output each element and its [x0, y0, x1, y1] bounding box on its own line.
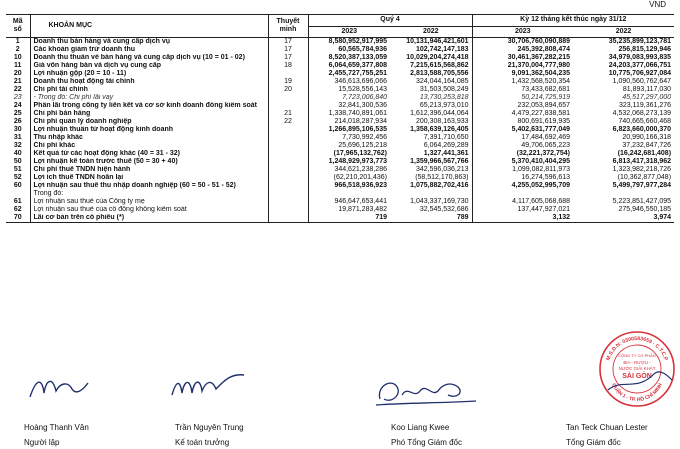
- signatory-name: Trần Nguyên Trung: [175, 423, 244, 432]
- table-cell: 344,621,238,286: [308, 166, 390, 174]
- table-cell: 5,402,631,777,049: [472, 126, 573, 134]
- table-cell: 21: [13, 78, 22, 85]
- table-cell: Chi phí bán hàng: [30, 110, 268, 118]
- table-cell: 789: [456, 214, 469, 221]
- table-row: [6, 94, 674, 102]
- table-cell: 102,742,147,183: [415, 46, 469, 53]
- table-cell: 7,215,615,568,862: [410, 62, 469, 69]
- table-cell: 20,990,166,318: [622, 134, 672, 141]
- signature-hoang-thanh-van: [24, 369, 94, 405]
- table-cell: 1,358,639,126,405: [410, 126, 469, 133]
- table-cell: 37,232,847,726: [622, 142, 672, 149]
- table-row: [6, 126, 674, 134]
- table-cell: Doanh thu thuần về bán hàng và cung cấp dịch vụ (10 = 01 - 02): [30, 54, 268, 62]
- table-cell: 1,043,337,169,730: [410, 198, 469, 205]
- table-row: [6, 118, 674, 126]
- table-cell: Chi phí quản lý doanh nghiệp: [30, 118, 268, 126]
- table-cell: 62: [13, 206, 22, 213]
- table-cell: 10: [13, 54, 22, 61]
- table-cell: 1,323,982,218,726: [612, 166, 672, 173]
- table-row: [6, 46, 674, 54]
- table-row: [6, 110, 674, 118]
- table-cell: 35,235,899,123,781: [608, 38, 672, 45]
- table-body: [6, 38, 674, 223]
- table-cell: 61: [13, 198, 22, 205]
- table-row: [6, 174, 674, 182]
- signatory-name: Koo Liang Kwee: [391, 423, 450, 432]
- table-cell: 17: [268, 38, 308, 47]
- table-cell: Lợi nhuận kế toán trước thuế (50 = 30 + 40): [30, 158, 268, 166]
- table-cell: 214,018,287,934: [308, 118, 390, 126]
- table-row: [6, 206, 674, 214]
- table-cell: Kết quả từ các hoạt động khác (40 = 31 - 32): [30, 150, 268, 158]
- table-cell: 1,338,740,891,061: [308, 110, 390, 118]
- table-cell: 10,131,946,421,601: [406, 38, 469, 45]
- table-cell: [6, 190, 30, 198]
- table-cell: [268, 206, 308, 214]
- table-cell: 1,327,441,361: [423, 150, 469, 157]
- table-cell: 232,053,894,657: [472, 102, 573, 110]
- table-row: [6, 70, 674, 78]
- seal-line-2: NƯỚC GIẢI KHÁT: [618, 366, 656, 371]
- table-cell: Chi phí tài chính: [30, 86, 268, 94]
- table-row: [6, 158, 674, 166]
- header-q-2023: 2023: [308, 26, 390, 38]
- table-cell: (10,362,877,048): [617, 174, 672, 181]
- header-period: Kỳ 12 tháng kết thúc ngày 31/12: [472, 15, 674, 27]
- table-cell: 740,665,660,468: [618, 118, 672, 125]
- table-cell: 60: [13, 182, 22, 189]
- table-cell: [268, 214, 308, 223]
- table-cell: 32,545,532,686: [419, 206, 469, 213]
- seal-line-1: BIA - RƯỢU -: [623, 360, 651, 365]
- header-y-2022: 2022: [573, 26, 674, 38]
- table-cell: 23: [13, 94, 22, 101]
- table-cell: 200,308,163,933: [415, 118, 469, 125]
- table-cell: 19,871,283,482: [308, 206, 390, 214]
- table-cell: Lợi ích thuế TNDN hoãn lại: [30, 174, 268, 182]
- table-cell: 6,813,417,318,962: [612, 158, 672, 165]
- table-row: [6, 214, 674, 223]
- table-cell: 25,696,125,218: [308, 142, 390, 150]
- table-cell: 17: [268, 54, 308, 62]
- table-cell: 7,391,710,650: [423, 134, 469, 141]
- table-cell: 65,213,973,010: [419, 102, 469, 109]
- table-cell: 30,706,760,090,889: [472, 38, 573, 47]
- signature-tran-nguyen-trung: [168, 367, 250, 403]
- header-item: KHOẢN MỤC: [30, 15, 268, 38]
- table-cell: 4,255,052,995,709: [472, 182, 573, 190]
- signatory-role: Phó Tổng Giám đốc: [391, 438, 463, 447]
- table-cell: 2,455,727,755,251: [308, 70, 390, 78]
- table-cell: [573, 190, 674, 198]
- table-cell: 719: [308, 214, 390, 223]
- table-cell: Lợi nhuận sau thuế thu nhập doanh nghiệp (60 = 50 - 51 - 52): [30, 182, 268, 190]
- currency-label: VND: [649, 0, 666, 9]
- table-cell: 946,647,653,441: [308, 198, 390, 206]
- table-cell: Trong đó:: [30, 190, 268, 198]
- table-cell: 18: [268, 62, 308, 70]
- table-cell: [268, 198, 308, 206]
- table-cell: [268, 166, 308, 174]
- table-cell: 21,370,004,777,980: [472, 62, 573, 70]
- table-cell: 1,359,966,567,766: [410, 158, 469, 165]
- table-cell: 45,517,297,000: [622, 94, 672, 101]
- table-cell: 5,223,851,427,095: [612, 198, 672, 205]
- table-cell: [268, 126, 308, 134]
- header-code: Mã số: [6, 15, 30, 38]
- header-y-2023: 2023: [472, 26, 573, 38]
- table-cell: Giá vốn hàng bán và dịch vụ cung cấp: [30, 62, 268, 70]
- table-cell: 8,520,387,133,059: [308, 54, 390, 62]
- table-cell: 52: [13, 174, 22, 181]
- signatory-3: [391, 423, 462, 447]
- signatory-2: [175, 423, 244, 447]
- table-cell: (62,210,201,436): [308, 174, 390, 182]
- table-cell: 342,596,036,213: [415, 166, 469, 173]
- table-cell: [472, 190, 573, 198]
- table-cell: [268, 150, 308, 158]
- table-cell: 4,117,605,068,688: [472, 198, 573, 206]
- signatory-name: Hoàng Thanh Vân: [24, 423, 89, 432]
- table-cell: [268, 142, 308, 150]
- seal-bottom-text: QUẬN 1 - TP. HỒ CHÍ MINH: [610, 382, 664, 404]
- table-cell: (17,965,132,762): [308, 150, 390, 158]
- table-cell: Thu nhập khác: [30, 134, 268, 142]
- seal-ring-text: M.S.D.N: 0300583659 - C.T.C.P: [605, 335, 669, 362]
- company-seal: [598, 330, 676, 408]
- table-cell: 73,433,682,681: [472, 86, 573, 94]
- table-cell: 256,815,129,946: [618, 46, 672, 53]
- table-cell: [268, 134, 308, 142]
- table-row: [6, 62, 674, 70]
- table-cell: 25: [13, 110, 22, 117]
- table-cell: Doanh thu bán hàng và cung cấp dịch vụ: [30, 38, 268, 47]
- table-cell: 32: [13, 142, 22, 149]
- table-cell: 6,064,659,377,808: [308, 62, 390, 70]
- header-quarter: Quý 4: [308, 15, 472, 27]
- table-cell: 4,532,068,273,139: [612, 110, 672, 117]
- table-cell: 31,503,508,249: [419, 86, 469, 93]
- table-cell: [268, 182, 308, 190]
- header-note: Thuyết minh: [268, 15, 308, 38]
- table-cell: 40: [13, 150, 22, 157]
- table-cell: 1,248,929,973,773: [308, 158, 390, 166]
- table-cell: 51: [13, 166, 22, 173]
- table-cell: 4,479,227,838,581: [472, 110, 573, 118]
- table-row: [6, 78, 674, 86]
- table-cell: [268, 158, 308, 166]
- table-cell: 6,064,269,289: [423, 142, 469, 149]
- table-cell: Lợi nhuận gộp (20 = 10 - 11): [30, 70, 268, 78]
- table-cell: - Trong đó: Chi phí lãi vay: [30, 94, 268, 102]
- seal-line-3: SÀI GÒN: [622, 373, 652, 380]
- signatory-name: Tan Teck Chuan Lester: [566, 423, 648, 432]
- table-cell: 30: [13, 126, 22, 133]
- table-cell: (16,242,681,408): [617, 150, 672, 157]
- table-cell: 22: [13, 86, 22, 93]
- table-cell: 1,099,082,811,973: [472, 166, 573, 174]
- table-cell: (58,512,170,863): [415, 174, 469, 181]
- table-cell: 49,706,065,223: [472, 142, 573, 150]
- table-cell: [268, 102, 308, 110]
- table-row: [6, 38, 674, 47]
- table-cell: Chi phí thuế TNDN hiện hành: [30, 166, 268, 174]
- table-cell: 7,723,006,840: [308, 94, 390, 102]
- table-row: [6, 166, 674, 174]
- table-cell: 15,528,556,143: [308, 86, 390, 94]
- table-cell: 13,730,253,818: [419, 94, 469, 101]
- table-cell: 17,484,692,469: [472, 134, 573, 142]
- table-cell: Doanh thu hoạt động tài chính: [30, 78, 268, 86]
- table-cell: 966,518,936,923: [308, 182, 390, 190]
- table-cell: [268, 70, 308, 78]
- table-cell: 5,499,797,977,284: [612, 182, 672, 189]
- table-row: [6, 190, 674, 198]
- signatory-4: [566, 423, 648, 447]
- table-cell: [268, 174, 308, 182]
- table-cell: Phần lãi trong công ty liên kết và cơ sở kinh doanh đồng kiểm soát: [30, 102, 268, 110]
- table-cell: 10,029,204,274,418: [406, 54, 469, 61]
- table-cell: 323,119,361,276: [618, 102, 672, 109]
- signature-area: [0, 365, 680, 449]
- table-cell: 5,370,410,404,295: [472, 158, 573, 166]
- table-cell: 1,090,560,762,647: [612, 78, 672, 85]
- table-cell: 1,432,568,520,354: [472, 78, 573, 86]
- signature-koo-liang-kwee: [372, 373, 482, 413]
- table-cell: 245,392,808,474: [472, 46, 573, 54]
- table-row: [6, 86, 674, 94]
- table-cell: 10,775,706,927,084: [608, 70, 672, 77]
- table-cell: 16,274,596,613: [472, 174, 573, 182]
- signatory-role: Người lập: [24, 438, 60, 447]
- table-row: [6, 182, 674, 190]
- table-cell: [390, 190, 472, 198]
- table-cell: [268, 94, 308, 102]
- table-cell: 26: [13, 118, 22, 125]
- income-statement-table: [6, 14, 674, 223]
- table-cell: 346,613,696,066: [308, 78, 390, 86]
- table-row: [6, 142, 674, 150]
- table-cell: 8,580,952,917,995: [308, 38, 390, 47]
- table-cell: Các khoản giảm trừ doanh thu: [30, 46, 268, 54]
- table-cell: 50,214,725,919: [472, 94, 573, 102]
- table-cell: (32,221,372,754): [472, 150, 573, 158]
- table-cell: 81,893,117,030: [622, 86, 672, 93]
- table-cell: 324,044,164,085: [415, 78, 469, 85]
- table-row: [6, 198, 674, 206]
- table-row: [6, 54, 674, 62]
- table-cell: Lợi nhuận sau thuế của Công ty mẹ: [30, 198, 268, 206]
- table-cell: 32,841,300,536: [308, 102, 390, 110]
- table-cell: 3,974: [653, 214, 672, 221]
- table-cell: 31: [13, 134, 22, 141]
- table-cell: 2: [15, 46, 20, 53]
- table-cell: 11: [14, 62, 22, 69]
- table-cell: 22: [268, 118, 308, 126]
- table-cell: 2,813,588,705,556: [410, 70, 469, 77]
- table-cell: 60,565,784,936: [308, 46, 390, 54]
- table-cell: 24: [13, 102, 22, 109]
- table-cell: 20: [268, 86, 308, 94]
- table-cell: 50: [13, 158, 22, 165]
- table-cell: 7,730,992,456: [308, 134, 390, 142]
- table-cell: 137,447,927,021: [472, 206, 573, 214]
- table-cell: Chi phí khác: [30, 142, 268, 150]
- table-cell: 800,691,619,935: [472, 118, 573, 126]
- table-cell: 1,612,396,044,064: [410, 110, 469, 117]
- table-cell: 30,461,367,282,215: [472, 54, 573, 62]
- table-row: [6, 134, 674, 142]
- table-cell: 1,266,895,106,535: [308, 126, 390, 134]
- signatory-role: Tổng Giám đốc: [566, 438, 621, 447]
- table-cell: 17: [268, 46, 308, 54]
- table-cell: Lãi cơ bản trên cổ phiếu (*): [30, 214, 268, 223]
- table-cell: 3,132: [472, 214, 573, 223]
- table-cell: 9,091,362,504,235: [472, 70, 573, 78]
- header-q-2022: 2022: [390, 26, 472, 38]
- table-cell: 21: [268, 110, 308, 118]
- table-cell: Lợi nhuận thuần từ hoạt động kinh doanh: [30, 126, 268, 134]
- table-cell: 1,075,882,702,416: [410, 182, 469, 189]
- table-cell: 70: [13, 214, 22, 221]
- table-cell: 6,823,660,000,370: [612, 126, 672, 133]
- signatory-1: [24, 423, 89, 447]
- table-cell: 275,946,550,185: [618, 206, 672, 213]
- table-cell: 1: [15, 38, 20, 45]
- table-cell: [268, 190, 308, 198]
- table-cell: [308, 190, 390, 198]
- table-cell: Lợi nhuận sau thuế của cổ đông không kiểm soát: [30, 206, 268, 214]
- table-cell: 34,979,083,993,835: [608, 54, 672, 61]
- table-cell: 19: [268, 78, 308, 86]
- table-cell: 20: [13, 70, 22, 77]
- table-row: [6, 150, 674, 158]
- table-cell: 24,203,377,066,751: [608, 62, 672, 69]
- seal-company-type: CÔNG TY CỔ PHẦN: [618, 353, 656, 358]
- table-row: [6, 102, 674, 110]
- signatory-role: Kế toán trưởng: [175, 438, 230, 447]
